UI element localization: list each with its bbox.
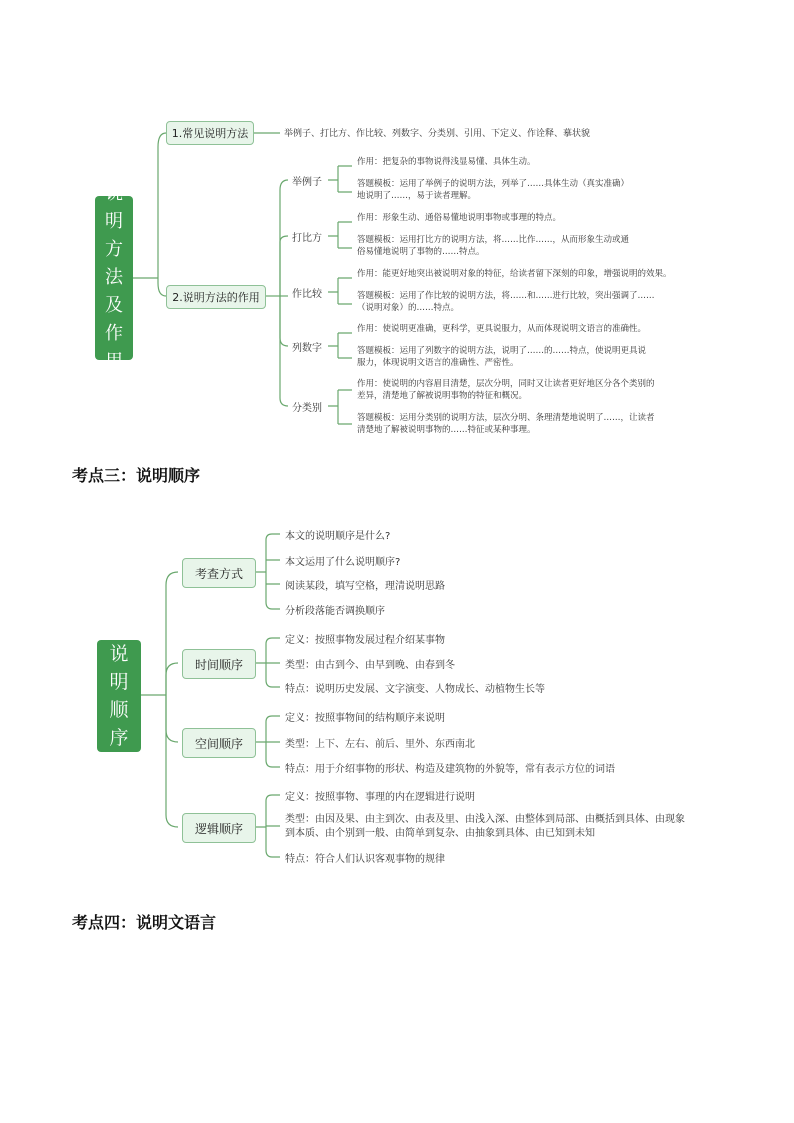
method-numbers: 列数字 — [292, 343, 322, 354]
time-item: 类型：由古到今、由早到晚、由春到冬 — [285, 660, 455, 671]
logic-item: 特点：符合人们认识客观事物的规律 — [285, 854, 445, 865]
metaphor-effect: 作用：形象生动、通俗易懂地说明事物或事理的特点。 — [357, 213, 562, 223]
branch-time-order — [182, 649, 256, 679]
method-exemplify: 举例子 — [292, 177, 322, 188]
exam-item: 阅读某段，填写空格，理清说明思路 — [285, 581, 445, 592]
time-item: 特点：说明历史发展、文字演变、人物成长、动植物生长等 — [285, 684, 545, 695]
common-methods-list: 举例子、打比方、作比较、列数字、分类别、引用、下定义、作诠释、摹状貌 — [284, 129, 591, 139]
space-item: 定义：按照事物间的结构顺序来说明 — [285, 713, 445, 724]
heading-section-3: 考点三：说明顺序 — [72, 466, 201, 485]
branch-method-effects-label: 2.说明方法的作用 — [172, 291, 260, 304]
numbers-effect: 作用：使说明更准确，更科学，更具说服力，从而体现说明文语言的准确性。 — [357, 324, 647, 334]
space-item: 特点：用于介绍事物的形状、构造及建筑物的外貌等，常有表示方位的词语 — [285, 764, 615, 775]
branch-method-effects — [166, 285, 266, 309]
branch-time-order-label: 时间顺序 — [194, 657, 243, 672]
branch-logic-order-label: 逻辑顺序 — [194, 821, 243, 836]
exemplify-effect: 作用：把复杂的事物说得浅显易懂、具体生动。 — [357, 157, 536, 167]
space-item: 类型：上下、左右、前后、里外、东西南北 — [285, 739, 475, 750]
diagram1-root — [95, 183, 133, 372]
exemplify-template: 答题模板：运用了举例子的说明方法，列举了……具体生动（真实准确）地说明了……，易于读者理解。 — [357, 179, 630, 201]
logic-item: 类型：由因及果、由主到次、由表及里、由浅入深、由整体到局部、由概括到具体、由现象到本质、由个别到一般、由简单到复杂、由抽象到具体、由已知到未知 — [285, 814, 685, 839]
method-metaphor: 打比方 — [292, 233, 322, 244]
branch-common-methods-label: 1.常见说明方法 — [171, 127, 249, 140]
exam-item: 本文的说明顺序是什么? — [285, 531, 391, 542]
diagram2-root — [97, 640, 141, 752]
time-item: 定义：按照事物发展过程介绍某事物 — [285, 635, 445, 646]
branch-exam-methods-label: 考查方式 — [194, 566, 243, 581]
classify-effect: 作用：使说明的内容眉目清楚，层次分明，同时又让读者更好地区分各个类别的差异，清楚地了解被说明事物的特征和概况。 — [357, 379, 655, 401]
method-classify: 分类别 — [292, 403, 322, 414]
logic-item: 定义：按照事物、事理的内在逻辑进行说明 — [285, 792, 475, 803]
branch-space-order-label: 空间顺序 — [194, 736, 243, 751]
diagram1-root-label: 说明方法及作用 — [105, 183, 123, 372]
diagram2-root-label: 说明顺序 — [109, 643, 129, 749]
heading-section-4: 考点四：说明文语言 — [72, 913, 217, 932]
branch-space-order — [182, 728, 256, 758]
branch-logic-order — [182, 813, 256, 843]
compare-effect: 作用：能更好地突出被说明对象的特征，给读者留下深刻的印象，增强说明的效果。 — [357, 269, 672, 279]
compare-template: 答题模板：运用了作比较的说明方法，将……和……进行比较，突出强调了……（说明对象）的……特点。 — [357, 291, 655, 313]
exam-item: 分析段落能否调换顺序 — [285, 606, 385, 617]
method-compare: 作比较 — [292, 289, 322, 300]
branch-common-methods — [166, 121, 254, 145]
classify-template: 答题模板：运用分类别的说明方法，层次分明、条理清楚地说明了……，让读者清楚地了解被说明事物的……特征或某种事理。 — [357, 413, 655, 435]
metaphor-template: 答题模板：运用打比方的说明方法，将……比作……，从而形象生动或通俗易懂地说明了事物的……特点。 — [357, 235, 630, 257]
numbers-template: 答题模板：运用了列数字的说明方法，说明了……的……特点，使说明更具说服力，体现说明文语言的准确性、严密性。 — [357, 346, 647, 368]
exam-item: 本文运用了什么说明顺序? — [285, 557, 401, 568]
branch-exam-methods — [182, 558, 256, 588]
